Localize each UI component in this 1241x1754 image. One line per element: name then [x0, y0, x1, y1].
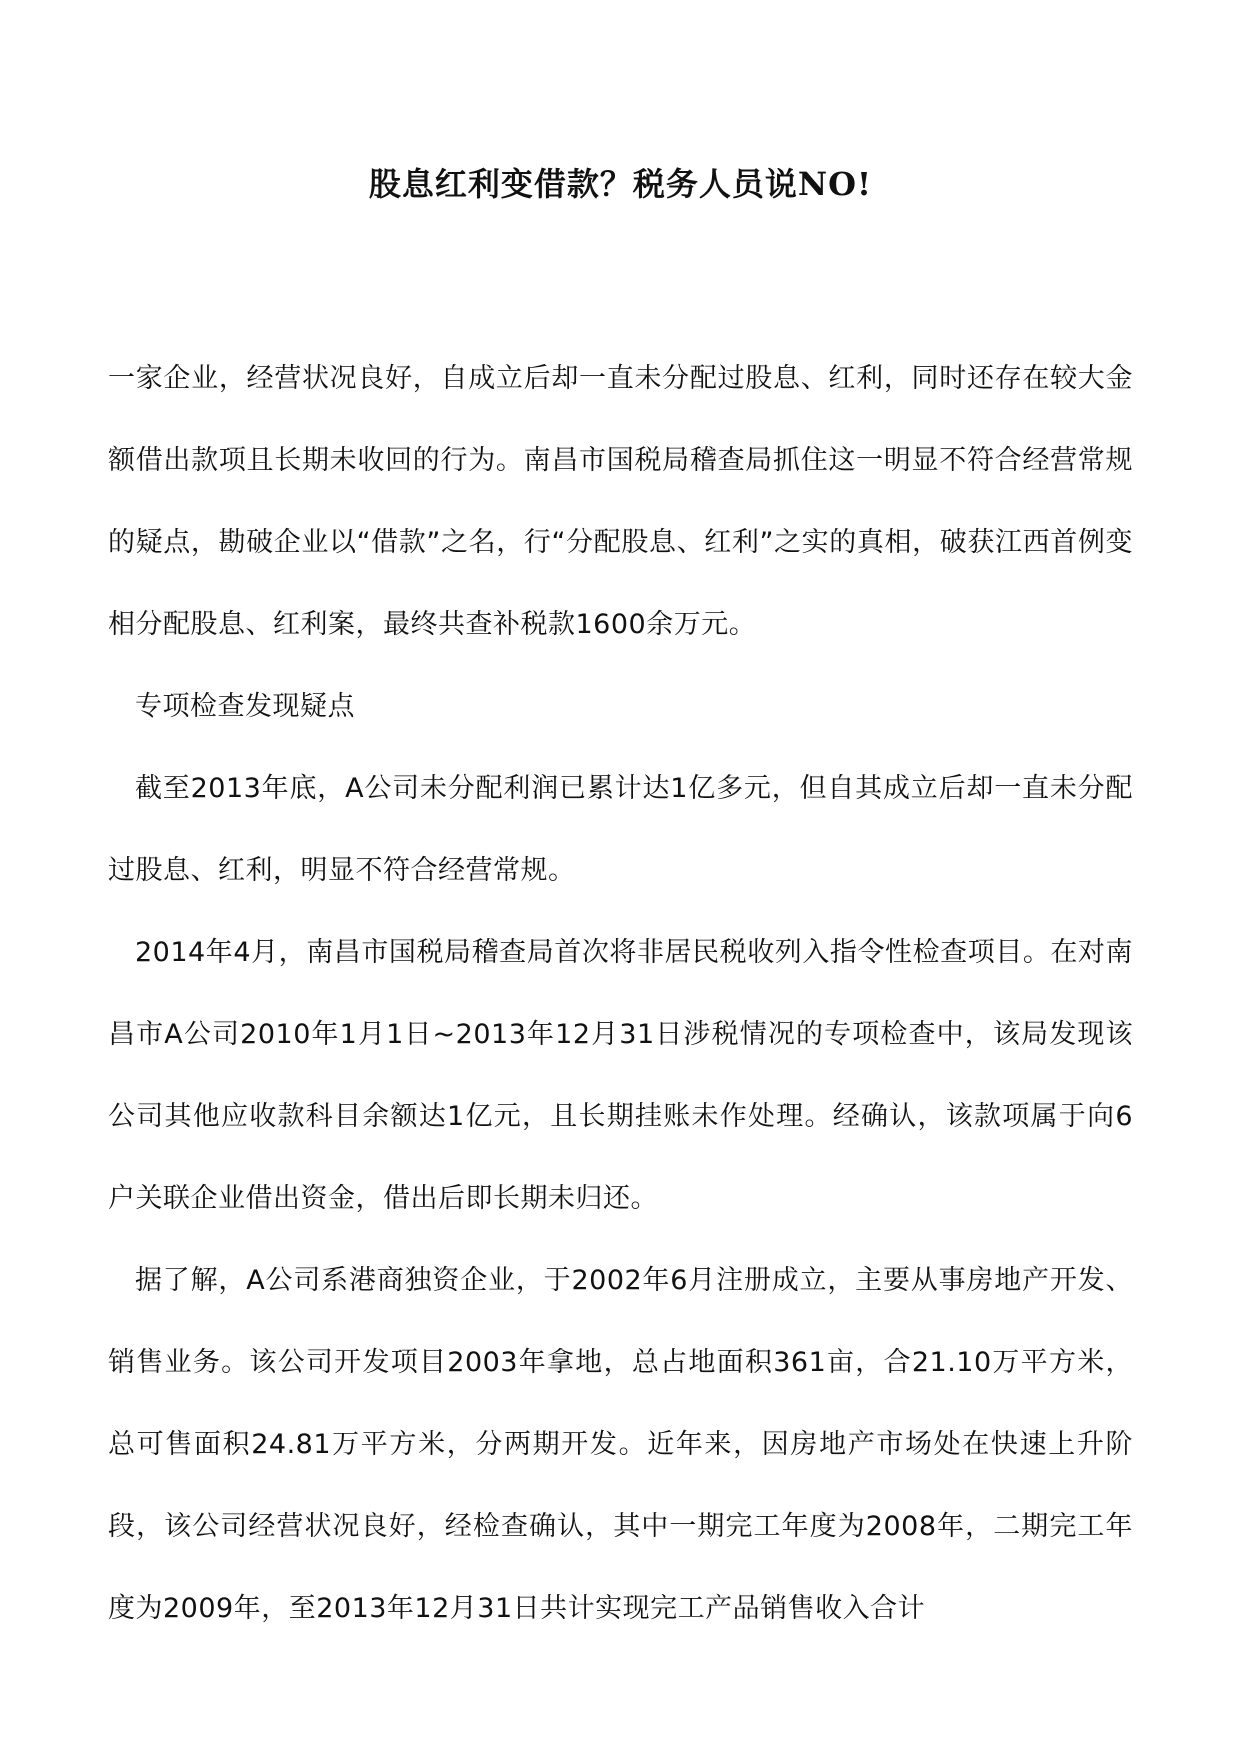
document-body [108, 338, 1133, 1650]
paragraph-profit: 截至2013年底，A公司未分配利润已累计达1亿多元，但自其成立后却一直未分配过股息、红利，明显不符合经营常规。 [108, 773, 1133, 886]
paragraph-inspection: 2014年4月，南昌市国税局稽查局首次将非居民税收列入指令性检查项目。在对南昌市A公司2010年1月1日~2013年12月31日涉税情况的专项检查中，该局发现该公司其他应收款科目余额达1亿元，且长期挂账未作处理。经确认，该款项属于向6户关联企业借出资金，借出后即长期未归还。 [108, 937, 1133, 1214]
document-title: 股息红利变借款？税务人员说NO! [368, 165, 873, 203]
section-heading: 专项检查发现疑点 [135, 691, 355, 722]
paragraph-company-background: 据了解，A公司系港商独资企业，于2002年6月注册成立，主要从事房地产开发、销售业务。该公司开发项目2003年拿地，总占地面积361亩，合21.10万平方米，总可售面积24.81万平方米，分两期开发。近年来，因房地产市场处在快速上升阶段，该公司经营状况良好，经检查确认，其中一期完工年度为2008年，二期完工年度为2009年，至2013年12月31日共计实现完工产品销售收入合计 [108, 1265, 1133, 1624]
paragraph-intro: 一家企业，经营状况良好，自成立后却一直未分配过股息、红利，同时还存在较大金额借出款项且长期未收回的行为。南昌市国税局稽查局抓住这一明显不符合经营常规的疑点，勘破企业以“借款”之名，行“分配股息、红利”之实的真相，破获江西首例变相分配股息、红利案，最终共查补税款1600余万元。 [108, 363, 1133, 640]
